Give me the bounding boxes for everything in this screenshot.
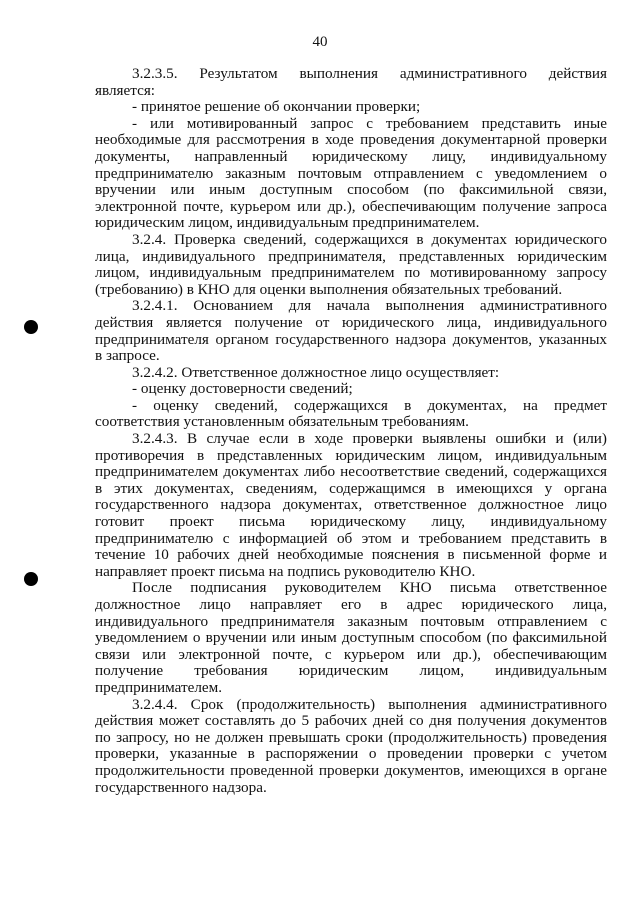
text-line: - оценку сведений, содержащихся в документах, на предмет: [132, 397, 607, 414]
text-line: - или мотивированный запрос с требованием представить иные: [132, 115, 607, 132]
text-line: государственного надзора.: [95, 779, 267, 796]
text-line: по запросу, но не должен превышать сроки (продолжительность) проведения: [95, 729, 607, 746]
text-line: государственного надзора документах, ответственное должностное лицо: [95, 497, 607, 514]
text-line: предпринимателю с информацией об этом и требованием представить в: [95, 530, 607, 547]
text-line: течение 10 рабочих дней необходимые пояснения в письменной форме и: [95, 547, 607, 564]
text-line: предпринимателю заказным почтовым отправлением с уведомлением о: [95, 165, 607, 182]
text-line: 3.2.3.5. Результатом выполнения административного действия: [132, 66, 607, 82]
text-line: 3.2.4.4. Срок (продолжительность) выполнения административного: [132, 696, 607, 713]
text-line: После подписания руководителем КНО письма ответственное: [132, 580, 607, 597]
page-number: 40: [312, 34, 328, 50]
text-line: должностное лицо направляет его в адрес юридического лица,: [95, 597, 607, 613]
text-line: соответствия установленным обязательным требованиям.: [95, 414, 469, 431]
text-line: получение требования юридическим лицом, индивидуальным: [95, 663, 607, 680]
text-line: документы, направленный юридическому лицу, индивидуальному: [95, 148, 607, 165]
text-line: связи или электронной почте, с курьером или др.), обеспечивающим: [95, 646, 607, 663]
text-line: электронной почте, курьером или др.), обеспечивающим получение запроса: [95, 198, 607, 215]
text-line: (требованию) в КНО для оценки выполнения обязательных требований.: [95, 281, 563, 298]
text-line: действия может составлять до 5 рабочих дней со дня получения документов: [95, 713, 607, 730]
text-line: 3.2.4.3. В случае если в ходе проверки выявлены ошибки и (или): [132, 431, 607, 448]
text-line: уведомлением о вручении или иным доступным способом (по факсимильной: [95, 630, 607, 647]
text-line: направляет проект письма на подпись руководителю КНО.: [95, 563, 476, 580]
text-line: является:: [95, 82, 156, 99]
document-body: [95, 66, 607, 796]
text-line: 3.2.4.1. Основанием для начала выполнения административного: [132, 298, 607, 315]
text-line: вручении или иным доступным способом (по факсимильной связи,: [95, 182, 607, 199]
text-line: продолжительности проведенной проверки документов, имеющихся в органе: [95, 762, 607, 779]
text-line: 3.2.4. Проверка сведений, содержащихся в документах юридического: [132, 231, 607, 248]
text-line: - оценку достоверности сведений;: [132, 381, 353, 398]
text-line: действия является получение от юридического лица, индивидуального: [95, 314, 607, 331]
text-line: проверки, указанные в распоряжении о проведении проверки с учетом: [95, 746, 607, 763]
text-line: лица, индивидуального предпринимателя, представленных юридическим: [95, 248, 607, 265]
punch-hole-top: [24, 320, 38, 334]
text-line: в запросе.: [95, 348, 160, 365]
text-line: юридическим лицом, индивидуальным предпринимателем.: [95, 215, 480, 232]
text-line: предпринимателем.: [95, 679, 223, 696]
text-line: предпринимателя органом государственного надзора документов, указанных: [95, 331, 607, 348]
text-line: индивидуального предпринимателя заказным почтовым отправлением с: [95, 613, 607, 630]
text-line: предпринимателем документах либо несоответствие сведений, содержащихся: [95, 464, 607, 481]
text-line: готовит проект письма юридическому лицу, индивидуальному: [95, 514, 607, 531]
punch-hole-bottom: [24, 572, 38, 586]
text-line: - принятое решение об окончании проверки;: [132, 99, 421, 116]
text-line: в этих документах, сведениям, содержащимся в имеющихся у органа: [95, 480, 607, 497]
text-line: 3.2.4.2. Ответственное должностное лицо осуществляет:: [132, 364, 500, 381]
text-line: лицом, индивидуальным предпринимателем по мотивированному запросу: [95, 265, 607, 282]
text-line: противоречия в представленных юридическим лицом, индивидуальным: [95, 447, 607, 464]
text-line: необходимые для рассмотрения в ходе проведения документарной проверки: [95, 132, 607, 149]
